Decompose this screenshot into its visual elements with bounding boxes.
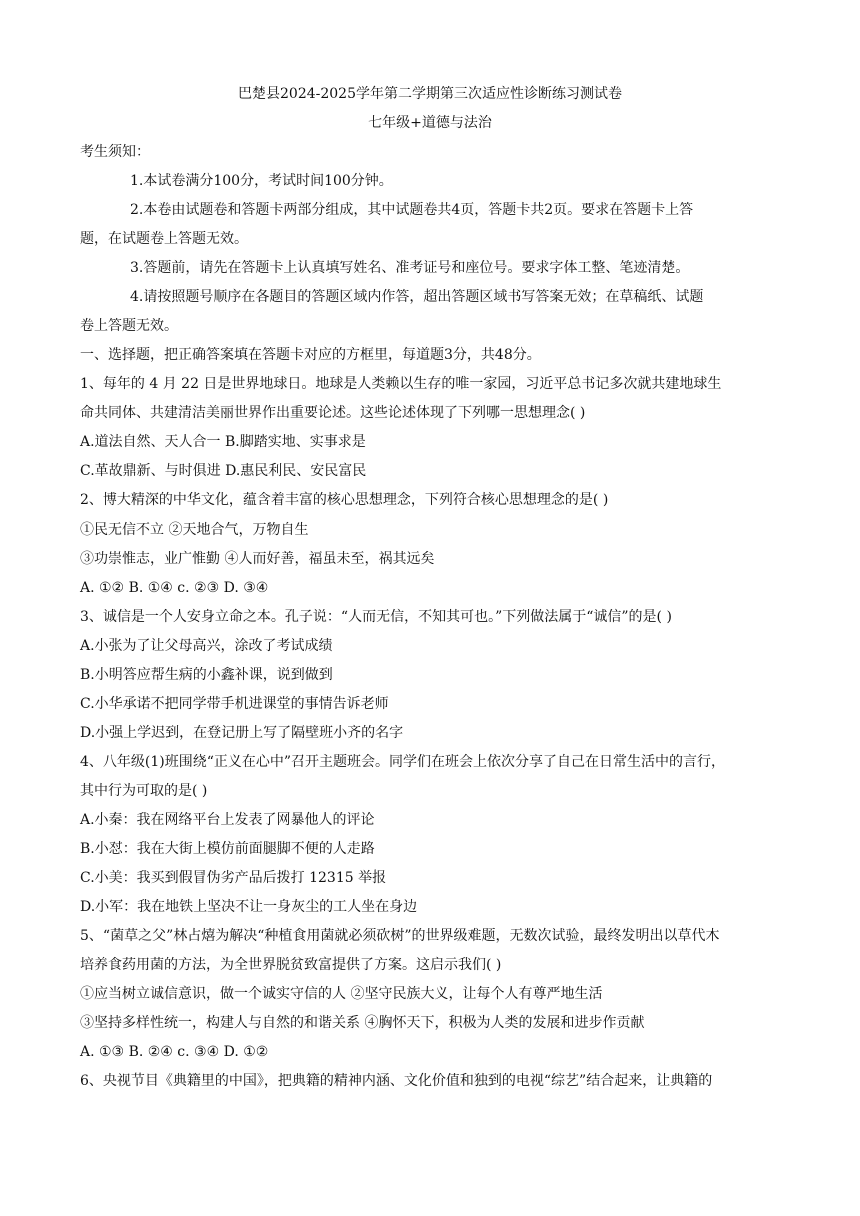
question-stem: 1、每年的 4 月 22 日是世界地球日。地球是人类赖以生存的唯一家园，习近平总书记多次就共建地球生 [80,376,722,392]
notice-item: 1.本试卷满分100分，考试时间100分钟。 [130,173,393,189]
question-option: A.小张为了让父母高兴，涂改了考试成绩 [80,638,333,654]
question-stem: 2、博大精深的中华文化，蕴含着丰富的核心思想理念，下列符合核心思想理念的是( ) [80,492,609,508]
question-stem: 3、诚信是一个人安身立命之本。孔子说：“人而无信，不知其可也。”下列做法属于“诚信”的是( ) [80,609,672,625]
question-option: A.小秦：我在网络平台上发表了网暴他人的评论 [80,812,375,828]
notice-item-continuation: 卷上答题无效。 [80,318,178,334]
question-option: A. ①② B. ①④ c. ②③ D. ③④ [80,580,269,596]
question-stem: 其中行为可取的是( ) [80,783,208,799]
question-option: B.小怼：我在大街上模仿前面腿脚不便的人走路 [80,841,375,857]
exam-title: 巴楚县2024-2025学年第二学期第三次适应性诊断练习测试卷 [238,86,622,102]
question-option: C.小美：我买到假冒伪劣产品后拨打 12315 举报 [80,870,387,886]
question-option: A. ①③ B. ②④ c. ③④ D. ①② [80,1044,269,1060]
question-option: D.小军：我在地铁上坚决不让一身灰尘的工人坐在身边 [80,899,418,915]
notice-item: 3.答题前，请先在答题卡上认真填写姓名、准考证号和座位号。要求字体工整、笔迹清楚。 [130,260,690,276]
question-option: ①民无信不立 ②天地合气，万物自生 [80,522,309,538]
exam-subtitle: 七年级+道德与法治 [368,115,492,131]
notice-heading: 考生须知： [80,144,150,160]
question-option: C.小华承诺不把同学带手机进课堂的事情告诉老师 [80,696,389,712]
question-option: A.道法自然、天人合一 B.脚踏实地、实事求是 [80,434,366,450]
notice-item: 2.本卷由试题卷和答题卡两部分组成，其中试题卷共4页，答题卡共2页。要求在答题卡上答 [130,202,694,218]
notice-item: 4.请按照题号顺序在各题目的答题区域内作答，超出答题区域书写答案无效；在草稿纸、试题 [130,289,704,305]
question-option: D.小强上学迟到，在登记册上写了隔壁班小齐的名字 [80,725,404,741]
question-stem: 6、央视节目《典籍里的中国》，把典籍的精神内涵、文化价值和独到的电视“综艺”结合起来，让典籍的 [80,1073,713,1089]
question-option: C.革故鼎新、与时俱进 D.惠民利民、安民富民 [80,463,367,479]
question-stem: 4、八年级(1)班围绕“正义在心中”召开主题班会。同学们在班会上依次分享了自己在日常生活中的言行， [80,754,726,770]
question-option: ③功崇惟志，业广惟勤 ④人而好善，福虽未至，祸其远矣 [80,551,435,567]
question-option: ①应当树立诚信意识，做一个诚实守信的人 ②坚守民族大义，让每个人有尊严地生活 [80,986,603,1002]
question-stem: 命共同体、共建清洁美丽世界作出重要论述。这些论述体现了下列哪一思想理念( ) [80,405,586,421]
question-stem: 培养食药用菌的方法，为全世界脱贫致富提供了方案。这启示我们( ) [80,957,502,973]
question-option: ③坚持多样性统一，构建人与自然的和谐关系 ④胸怀天下，积极为人类的发展和进步作贡献 [80,1015,645,1031]
notice-item-continuation: 题，在试题卷上答题无效。 [80,231,248,247]
question-option: B.小明答应帮生病的小鑫补课，说到做到 [80,667,333,683]
question-stem: 5、“菌草之父”林占熺为解决“种植食用菌就必须砍树”的世界级难题，无数次试验，最终发明出以草代木 [80,928,720,944]
section-heading: 一、选择题，把正确答案填在答题卡对应的方框里，每道题3分，共48分。 [80,347,541,363]
